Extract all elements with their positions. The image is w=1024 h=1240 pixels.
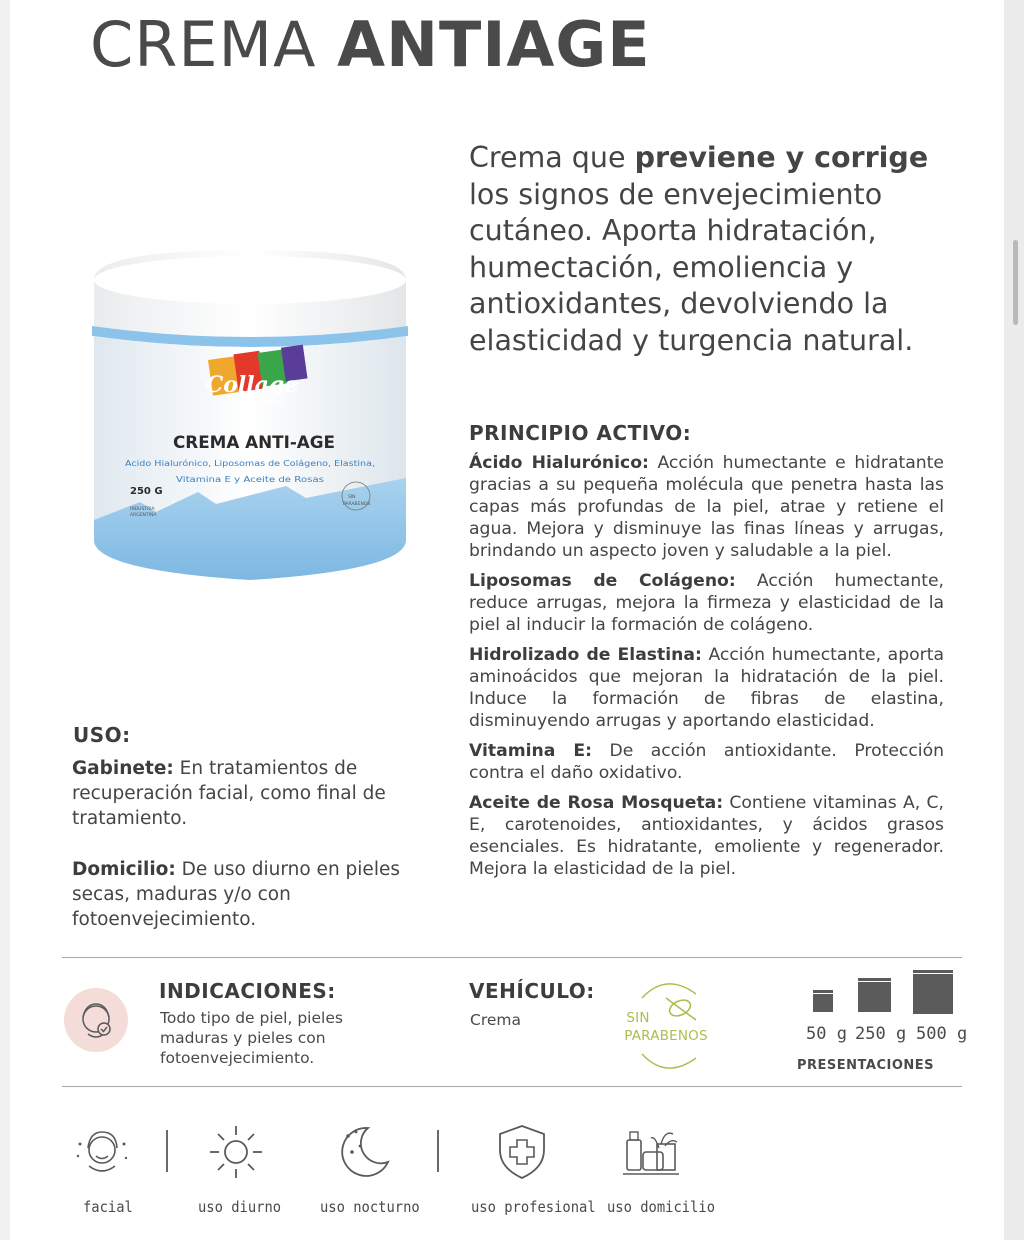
icon-separator (166, 1130, 168, 1172)
jar-product-name: CREMA ANTI-AGE (173, 433, 335, 453)
active-item-text: De acción antioxidante. Protección contra el daño oxidativo. (469, 741, 944, 783)
active-item-text: Acción humectante e hidratante gracias a su pequeña molécula que penetra hasta las capas más profundas de la piel, atrae y retiene el agua. Mejora y disminuye las finas líneas y arrugas, brindando un aspecto joven y saludable a la piel. (469, 453, 944, 561)
jar-500g-lid (913, 970, 953, 973)
usage-label-domicilio: uso domicilio (607, 1198, 716, 1216)
divider-top (62, 957, 962, 958)
home-products-icon (621, 1122, 681, 1182)
uso-domicilio-text: De uso diurno en pieles secas, maduras y/o con fotoenvejecimiento. (72, 859, 400, 930)
indicaciones-heading: INDICACIONES: (159, 979, 336, 1003)
title-bold: ANTIAGE (337, 8, 651, 81)
jar-seal-1: SIN (348, 495, 356, 500)
uso-gabinete-label: Gabinete: (72, 758, 174, 779)
intro-paragraph (469, 140, 949, 359)
active-item-name: Liposomas de Colágeno: (469, 571, 736, 591)
usage-label-profesional: uso profesional (471, 1198, 596, 1216)
face-icon (72, 1122, 132, 1182)
jar-ingredients-2: Vitamina E y Aceite de Rosas (176, 475, 324, 484)
indicaciones-text: Todo tipo de piel, pieles maduras y pieles con fotoenvejecimiento. (160, 1009, 343, 1067)
active-item-name: Aceite de Rosa Mosqueta: (469, 793, 724, 813)
size-250g: 250 g (855, 1024, 907, 1044)
uso-gabinete (72, 756, 402, 831)
brand-logo-text: Collage (205, 372, 299, 398)
active-item (469, 740, 944, 784)
presentaciones-title: PRESENTACIONES (797, 1058, 935, 1073)
size-500g: 500 g (916, 1024, 968, 1044)
jar-ingredients-1: Acido Hialurónico, Liposomas de Colágeno, Elastina, (125, 459, 335, 468)
uso-domicilio-label: Domicilio: (72, 859, 176, 880)
uso-domicilio (72, 857, 402, 932)
vehiculo-text: Crema (470, 1011, 521, 1029)
badge-line-1: SIN (626, 1010, 650, 1026)
usage-label-diurno: uso diurno (198, 1198, 282, 1216)
page-title (90, 8, 651, 81)
active-item-name: Hidrolizado de Elastina: (469, 645, 702, 665)
principio-activo-list (469, 452, 944, 888)
active-item-text: Acción humectante, reduce arrugas, mejora la firmeza y elasticidad de la piel al inducir la formación de colágeno. (469, 571, 944, 635)
jar-50g-lid (813, 990, 833, 993)
scroll-track[interactable] (1004, 0, 1024, 1240)
brand-sub-text: Cosmetiques (244, 399, 284, 406)
active-item (469, 452, 944, 562)
sun-icon (206, 1122, 266, 1182)
active-item-name: Vitamina E: (469, 741, 592, 761)
uso-gabinete-text: En tratamientos de recuperación facial, como final de tratamiento. (72, 758, 386, 829)
jar-weight: 250 G (130, 486, 163, 497)
uso-heading: USO: (73, 723, 131, 747)
badge-line-2: PARABENOS (624, 1028, 708, 1044)
jar-500g-icon (913, 974, 953, 1014)
jar-250g-icon (858, 982, 891, 1012)
product-jar-image (80, 240, 420, 600)
divider-bottom (62, 1086, 962, 1087)
title-light: CREMA (90, 8, 317, 81)
size-50g: 50 g (806, 1024, 847, 1044)
jar-seal-2: PARABENOS (343, 502, 371, 507)
vehiculo-heading: VEHÍCULO: (469, 979, 595, 1003)
uso-section (72, 756, 402, 958)
active-item-name: Ácido Hialurónico: (469, 453, 649, 473)
sin-parabenos-badge (622, 976, 710, 1076)
moon-icon (334, 1122, 394, 1182)
active-item (469, 644, 944, 732)
jar-origin-2: ARGENTINA (130, 513, 157, 518)
usage-label-facial: facial (83, 1198, 133, 1216)
jar-50g-icon (813, 994, 833, 1012)
jar-250g-lid (858, 978, 891, 981)
icon-separator (437, 1130, 439, 1172)
scrollbar-thumb[interactable] (1013, 240, 1018, 325)
jar-origin-1: INDUSTRIA (130, 507, 155, 512)
intro-pre: Crema que (469, 141, 635, 174)
active-item (469, 792, 944, 880)
usage-label-nocturno: uso nocturno (320, 1198, 420, 1216)
active-item-text: Acción humectante, aporta aminoácidos que mejoran la hidratación de la piel. Induce la formación de fibras de elastina, disminuyendo arrugas y aportando elasticidad. (469, 645, 944, 731)
principio-activo-heading: PRINCIPIO ACTIVO: (469, 421, 692, 445)
indicaciones-face-icon (64, 988, 128, 1052)
active-item-text: Contiene vitaminas A, C, E, carotenoides, antioxidantes, y ácidos grasos esenciales. Es hidratante, emoliente y regenerador. Mejora la elasticidad de la piel. (469, 793, 944, 879)
shield-cross-icon (492, 1122, 552, 1182)
active-item (469, 570, 944, 636)
intro-post: los signos de envejecimiento cutáneo. Aporta hidratación, humectación, emoliencia y antioxidantes, devolviendo la elasticidad y turgencia natural. (469, 177, 914, 357)
intro-bold: previene y corrige (634, 141, 929, 174)
